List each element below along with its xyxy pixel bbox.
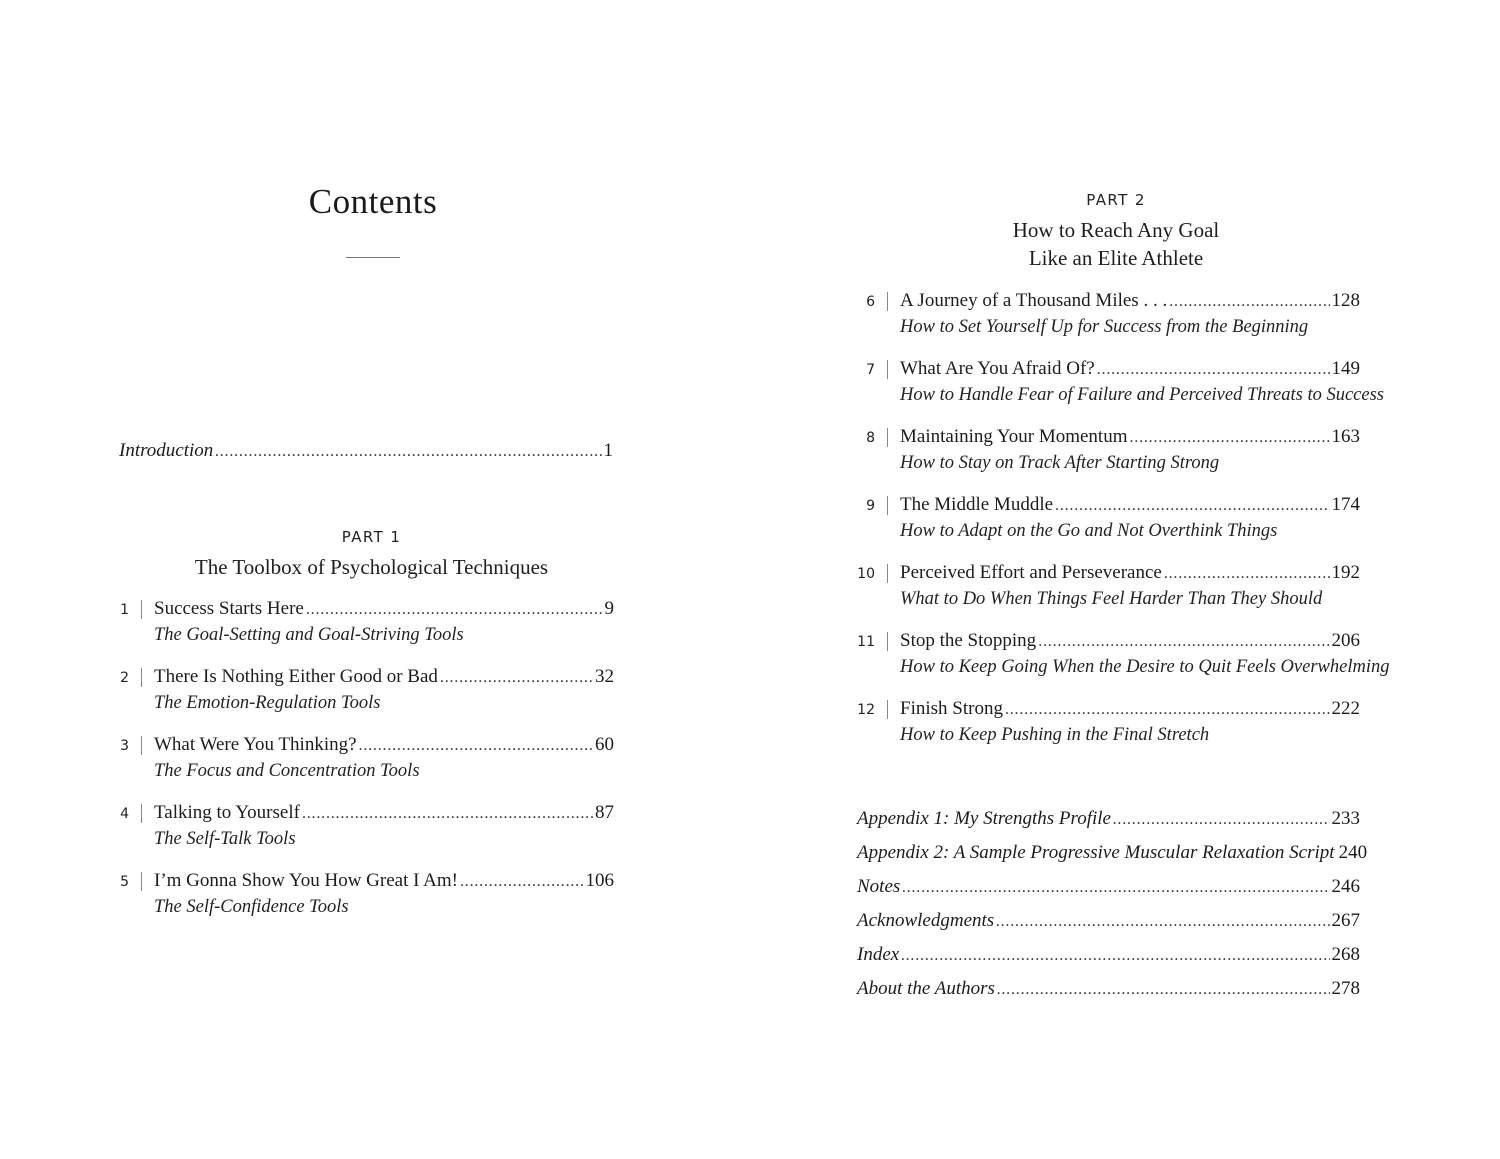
chapter-number: 11 — [857, 634, 875, 650]
chapter-page: 9 — [604, 598, 614, 619]
dot-leader — [901, 947, 1329, 965]
chapter-separator — [141, 668, 142, 687]
chapter-separator — [887, 496, 888, 515]
chapter-title: Maintaining Your Momentum — [900, 426, 1128, 447]
chapter-title-line — [900, 494, 1360, 516]
chapter-separator — [887, 360, 888, 379]
toc-chapter-7[interactable] — [750, 358, 1500, 408]
dot-leader — [1055, 497, 1329, 515]
chapter-subtitle: The Self-Talk Tools — [154, 829, 296, 849]
toc-entry-index[interactable] — [857, 944, 1360, 966]
chapter-page: 192 — [1331, 562, 1360, 583]
chapter-number: 10 — [857, 566, 875, 582]
chapter-subtitle: The Emotion-Regulation Tools — [154, 693, 381, 713]
dot-leader — [997, 981, 1330, 999]
toc-chapter-10[interactable] — [750, 562, 1500, 612]
chapter-title: A Journey of a Thousand Miles . . . — [900, 290, 1168, 311]
toc-entry-about-the-authors[interactable] — [857, 978, 1360, 1000]
chapter-title: What Are You Afraid Of? — [900, 358, 1095, 379]
toc-entry-acknowledgments[interactable] — [857, 910, 1360, 932]
part-2-title-line-2: Like an Elite Athlete — [1028, 246, 1204, 270]
chapter-number: 9 — [866, 498, 875, 514]
chapter-title-line — [900, 290, 1360, 312]
chapter-number: 4 — [120, 806, 129, 822]
dot-leader — [1129, 429, 1329, 447]
chapter-separator — [141, 872, 142, 891]
entry-page: 268 — [1331, 944, 1360, 965]
chapter-number: 6 — [866, 294, 875, 310]
chapter-title-line — [154, 802, 614, 824]
dot-leader — [1164, 565, 1330, 583]
toc-entry-appendix-1[interactable] — [857, 808, 1360, 830]
dot-leader — [460, 873, 584, 891]
chapter-number: 2 — [120, 670, 129, 686]
chapter-title-line — [154, 598, 614, 620]
dot-leader — [1005, 701, 1330, 719]
dot-leader — [996, 913, 1329, 931]
dot-leader — [215, 443, 601, 461]
dot-leader — [1097, 361, 1330, 379]
chapter-title: Talking to Yourself — [154, 802, 300, 823]
chapter-page: 60 — [595, 734, 614, 755]
chapter-page: 106 — [585, 870, 614, 891]
toc-entry-notes[interactable] — [857, 876, 1360, 898]
chapter-subtitle: How to Set Yourself Up for Success from the Beginning — [900, 317, 1309, 337]
chapter-title-line — [900, 630, 1360, 652]
toc-chapter-6[interactable] — [750, 290, 1500, 340]
chapter-subtitle: How to Keep Pushing in the Final Stretch — [900, 725, 1210, 745]
dot-leader — [1169, 293, 1329, 311]
toc-chapter-5[interactable] — [0, 870, 750, 920]
chapter-number: 8 — [866, 430, 875, 446]
entry-label: About the Authors — [857, 978, 995, 999]
dot-leader — [1113, 811, 1330, 829]
title-divider — [346, 257, 400, 258]
chapter-title-line — [900, 562, 1360, 584]
chapter-separator — [887, 428, 888, 447]
chapter-title-line — [900, 358, 1360, 380]
entry-page: 246 — [1331, 876, 1360, 897]
toc-chapter-9[interactable] — [750, 494, 1500, 544]
chapter-subtitle: The Focus and Concentration Tools — [154, 761, 420, 781]
chapter-title: I’m Gonna Show You How Great I Am! — [154, 870, 458, 891]
chapter-title: There Is Nothing Either Good or Bad — [154, 666, 438, 687]
dot-leader — [1038, 633, 1329, 651]
part-1-title: The Toolbox of Psychological Techniques — [194, 555, 549, 579]
chapter-separator — [141, 736, 142, 755]
chapter-subtitle: How to Keep Going When the Desire to Quit Feels Overwhelming — [900, 657, 1390, 677]
entry-label: Acknowledgments — [857, 910, 995, 931]
chapter-page: 149 — [1331, 358, 1360, 379]
chapter-subtitle: The Self-Confidence Tools — [154, 897, 349, 917]
entry-page: 240 — [1338, 842, 1368, 863]
chapter-title: Perceived Effort and Perseverance — [900, 562, 1162, 583]
chapter-title: Stop the Stopping — [900, 630, 1037, 651]
chapter-title-line — [154, 734, 614, 756]
chapter-page: 87 — [595, 802, 614, 823]
chapter-number: 1 — [120, 602, 129, 618]
dot-leader — [359, 737, 593, 755]
dot-leader — [902, 879, 1329, 897]
toc-entry-introduction[interactable] — [119, 440, 613, 462]
entry-label: Introduction — [119, 440, 214, 461]
entry-page: 267 — [1331, 910, 1360, 931]
chapter-subtitle: How to Handle Fear of Failure and Perceived Threats to Success — [900, 385, 1384, 405]
chapter-separator — [141, 804, 142, 823]
toc-chapter-2[interactable] — [0, 666, 750, 716]
chapter-separator — [141, 600, 142, 619]
chapter-separator — [887, 564, 888, 583]
chapter-subtitle: What to Do When Things Feel Harder Than They Should — [900, 589, 1323, 609]
chapter-subtitle: The Goal-Setting and Goal-Striving Tools — [154, 625, 464, 645]
dot-leader — [440, 669, 593, 687]
chapter-number: 3 — [120, 738, 129, 754]
part-2-title-line-1: How to Reach Any Goal — [1012, 218, 1220, 242]
chapter-separator — [887, 632, 888, 651]
chapter-page: 128 — [1331, 290, 1360, 311]
chapter-title: Finish Strong — [900, 698, 1003, 719]
entry-label: Appendix 2: A Sample Progressive Muscular Relaxation Script — [857, 842, 1335, 863]
chapter-number: 12 — [857, 702, 875, 718]
toc-chapter-3[interactable] — [0, 734, 750, 784]
chapter-title-line — [900, 698, 1360, 720]
toc-chapter-1[interactable] — [0, 598, 750, 648]
chapter-title: The Middle Muddle — [900, 494, 1054, 515]
chapter-number: 5 — [120, 874, 129, 890]
chapter-page: 32 — [595, 666, 614, 687]
entry-label: Appendix 1: My Strengths Profile — [857, 808, 1111, 829]
chapter-separator — [887, 700, 888, 719]
entry-page: 1 — [603, 440, 613, 461]
toc-chapter-12[interactable] — [750, 698, 1500, 748]
chapter-page: 174 — [1331, 494, 1360, 515]
part-2-label: PART 2 — [1086, 191, 1146, 209]
contents-title: Contents — [308, 182, 438, 221]
toc-chapter-11[interactable] — [750, 630, 1500, 680]
dot-leader — [302, 805, 593, 823]
entry-page: 278 — [1331, 978, 1360, 999]
chapter-page: 222 — [1331, 698, 1360, 719]
chapter-title: Success Starts Here — [154, 598, 304, 619]
chapter-subtitle: How to Adapt on the Go and Not Overthink Things — [900, 521, 1278, 541]
toc-chapter-4[interactable] — [0, 802, 750, 852]
chapter-title-line — [154, 666, 614, 688]
toc-chapter-8[interactable] — [750, 426, 1500, 476]
toc-entry-appendix-2[interactable] — [857, 842, 1368, 864]
entry-page: 233 — [1331, 808, 1360, 829]
chapter-separator — [887, 292, 888, 311]
chapter-page: 163 — [1331, 426, 1360, 447]
part-1-label: PART 1 — [341, 528, 402, 546]
entry-label: Notes — [857, 876, 901, 897]
chapter-number: 7 — [866, 362, 875, 378]
chapter-title-line — [154, 870, 614, 892]
right-page — [750, 0, 1500, 1159]
chapter-title: What Were You Thinking? — [154, 734, 357, 755]
chapter-page: 206 — [1331, 630, 1360, 651]
entry-label: Index — [857, 944, 900, 965]
chapter-subtitle: How to Stay on Track After Starting Strong — [900, 453, 1220, 473]
chapter-title-line — [900, 426, 1360, 448]
dot-leader — [306, 601, 603, 619]
